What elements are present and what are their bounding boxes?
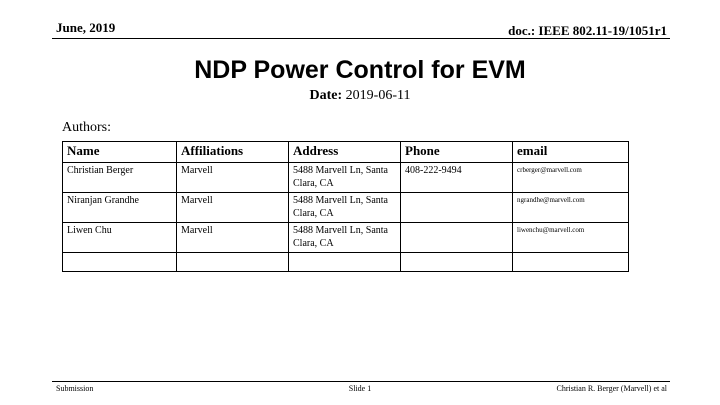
table-row-empty — [63, 253, 629, 272]
column-header-phone: Phone — [401, 142, 513, 163]
slide-title: NDP Power Control for EVM — [194, 56, 526, 84]
author-email: crberger@marvell.com — [513, 163, 629, 193]
empty-cell — [63, 253, 177, 272]
column-header-name: Name — [63, 142, 177, 163]
author-phone — [401, 193, 513, 223]
author-name: Niranjan Grandhe — [63, 193, 177, 223]
table-row — [63, 223, 629, 253]
empty-cell — [513, 253, 629, 272]
author-phone: 408-222-9494 — [401, 163, 513, 193]
date-value: 2019-06-11 — [345, 88, 411, 103]
author-affiliation: Marvell — [177, 163, 289, 193]
column-header-affiliations: Affiliations — [177, 142, 289, 163]
author-phone — [401, 223, 513, 253]
table-header-row — [63, 142, 629, 163]
empty-cell — [289, 253, 401, 272]
empty-cell — [401, 253, 513, 272]
footer-slide-number: Slide 1 — [348, 384, 372, 393]
header-doc-id: doc.: IEEE 802.11-19/1051r1 — [508, 23, 667, 38]
header-divider — [52, 38, 670, 39]
author-name: Liwen Chu — [63, 223, 177, 253]
author-email: ngrandhe@marvell.com — [513, 193, 629, 223]
footer-submission: Submission — [56, 384, 94, 393]
author-email: liwenchu@marvell.com — [513, 223, 629, 253]
date-line — [0, 88, 720, 104]
empty-cell — [177, 253, 289, 272]
column-header-address: Address — [289, 142, 401, 163]
footer-divider — [52, 381, 670, 382]
authors-table — [62, 141, 629, 272]
author-address: 5488 Marvell Ln, Santa Clara, CA — [289, 163, 401, 193]
table-row — [63, 193, 629, 223]
author-affiliation: Marvell — [177, 223, 289, 253]
table-row — [63, 163, 629, 193]
column-header-email: email — [513, 142, 629, 163]
author-affiliation: Marvell — [177, 193, 289, 223]
date-label: Date: — [309, 88, 343, 103]
author-name: Christian Berger — [63, 163, 177, 193]
author-address: 5488 Marvell Ln, Santa Clara, CA — [289, 193, 401, 223]
footer-author: Christian R. Berger (Marvell) et al — [556, 384, 667, 393]
author-address: 5488 Marvell Ln, Santa Clara, CA — [289, 223, 401, 253]
authors-label: Authors: — [62, 120, 111, 135]
header-date: June, 2019 — [56, 20, 116, 35]
